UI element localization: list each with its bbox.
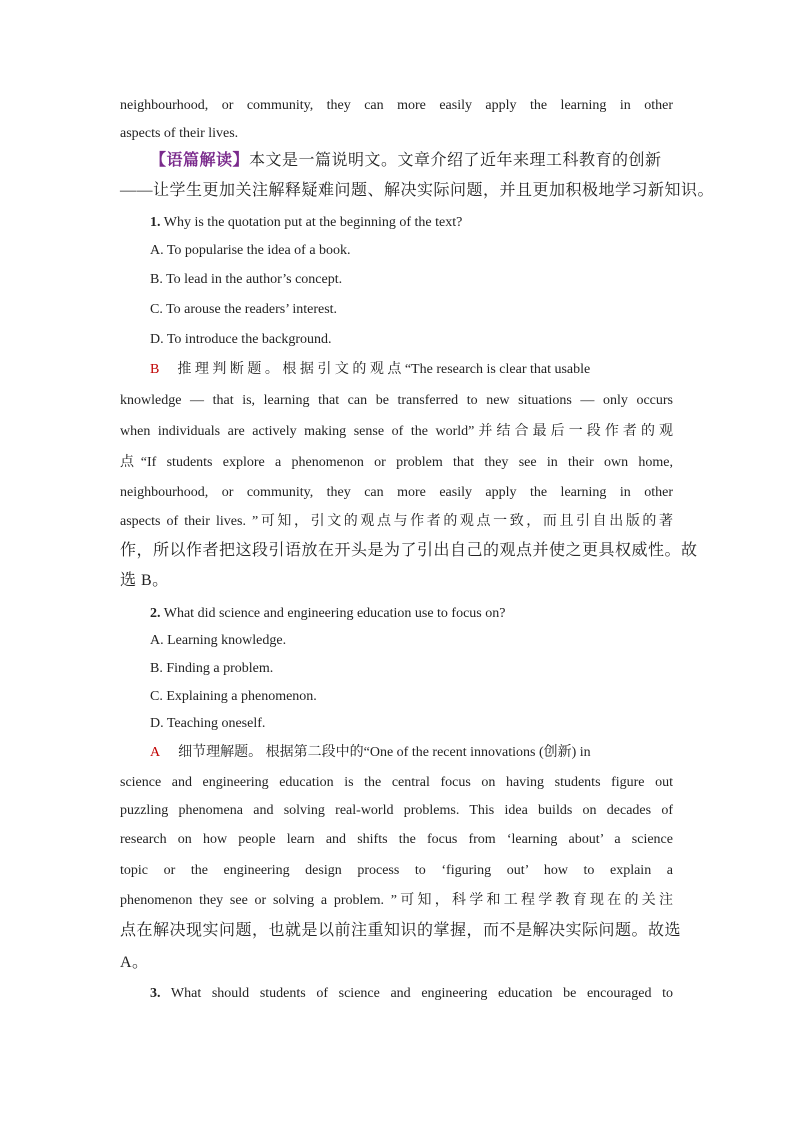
option-c: C. Explaining a phenomenon. — [150, 689, 317, 704]
explanation-line: neighbourhood, or community, they can more easily apply the learning in other — [120, 485, 673, 500]
explanation-line — [150, 743, 673, 763]
explanation-line: 选 B。 — [120, 572, 169, 589]
option-d: D. Teaching oneself. — [150, 716, 266, 731]
answer-letter: B — [150, 362, 160, 377]
explanation-line: aspects of their lives. ”可知，引文的观点与作者的观点一致，而且引自出版的著 — [120, 514, 673, 529]
explanation-line: topic or the engineering design process to ‘figuring out’ how to explain a — [120, 863, 673, 878]
explanation-line: research on how people learn and shifts the focus from ‘learning about’ a science — [120, 832, 673, 847]
question-text: What did science and engineering education use to focus on? — [163, 606, 506, 621]
analysis-line: ——让学生更加关注解释疑难问题、解决实际问题，并且更加积极地学习新知识。 — [120, 182, 715, 199]
option-b: B. Finding a problem. — [150, 661, 274, 676]
explanation-text: 推 理 判 断 题 。 根 据 引 文 的 观 点 “The research is clear that usable — [177, 362, 591, 377]
explanation-text: 细节理解题。 根据第二段中的“One of the recent innovations (创新) in — [178, 745, 591, 760]
option-a: A. To popularise the idea of a book. — [150, 243, 351, 258]
explanation-line: knowledge — that is, learning that can be transferred to new situations — only occurs — [120, 393, 673, 408]
analysis-text: 本文是一篇说明文。文章介绍了近年来理工科教育的创新 — [249, 152, 662, 169]
option-c: C. To arouse the readers’ interest. — [150, 302, 338, 317]
analysis-line — [150, 151, 673, 171]
explanation-line: puzzling phenomena and solving real-world problems. This idea builds on decades of — [120, 803, 673, 818]
option-b: B. To lead in the author’s concept. — [150, 272, 343, 287]
answer-letter: A — [150, 745, 161, 760]
explanation-line: 作，所以作者把这段引语放在开头是为了引出自己的观点并使之更具权威性。故 — [120, 542, 698, 559]
explanation-line: 点“If students explore a phenomenon or problem that they see in their own home, — [120, 455, 673, 470]
question-number: 2. — [150, 606, 161, 621]
question-text: What should students of science and engineering education be encouraged to — [170, 986, 673, 1001]
question-3 — [150, 984, 673, 1004]
option-a: A. Learning knowledge. — [150, 633, 287, 648]
passage-line: aspects of their lives. — [120, 126, 239, 141]
question-number: 1. — [150, 215, 161, 230]
question-2 — [150, 604, 673, 624]
question-1 — [150, 213, 673, 233]
passage-line: neighbourhood, or community, they can more easily apply the learning in other — [120, 98, 673, 113]
question-text: Why is the quotation put at the beginning of the text? — [163, 215, 463, 230]
explanation-line: 点在解决现实问题，也就是以前注重知识的掌握，而不是解决实际问题。故选 — [120, 922, 682, 939]
explanation-line: science and engineering education is the central focus on having students figure out — [120, 775, 673, 790]
option-d: D. To introduce the background. — [150, 332, 332, 347]
analysis-tag: 【语篇解读】 — [150, 152, 250, 169]
explanation-line: A。 — [120, 954, 149, 971]
explanation-line: when individuals are actively making sense of the world”并结合最后一段作者的观 — [120, 424, 673, 439]
explanation-line — [150, 360, 673, 380]
question-number: 3. — [150, 986, 161, 1001]
explanation-line: phenomenon they see or solving a problem. ”可知，科学和工程学教育现在的关注 — [120, 893, 673, 908]
